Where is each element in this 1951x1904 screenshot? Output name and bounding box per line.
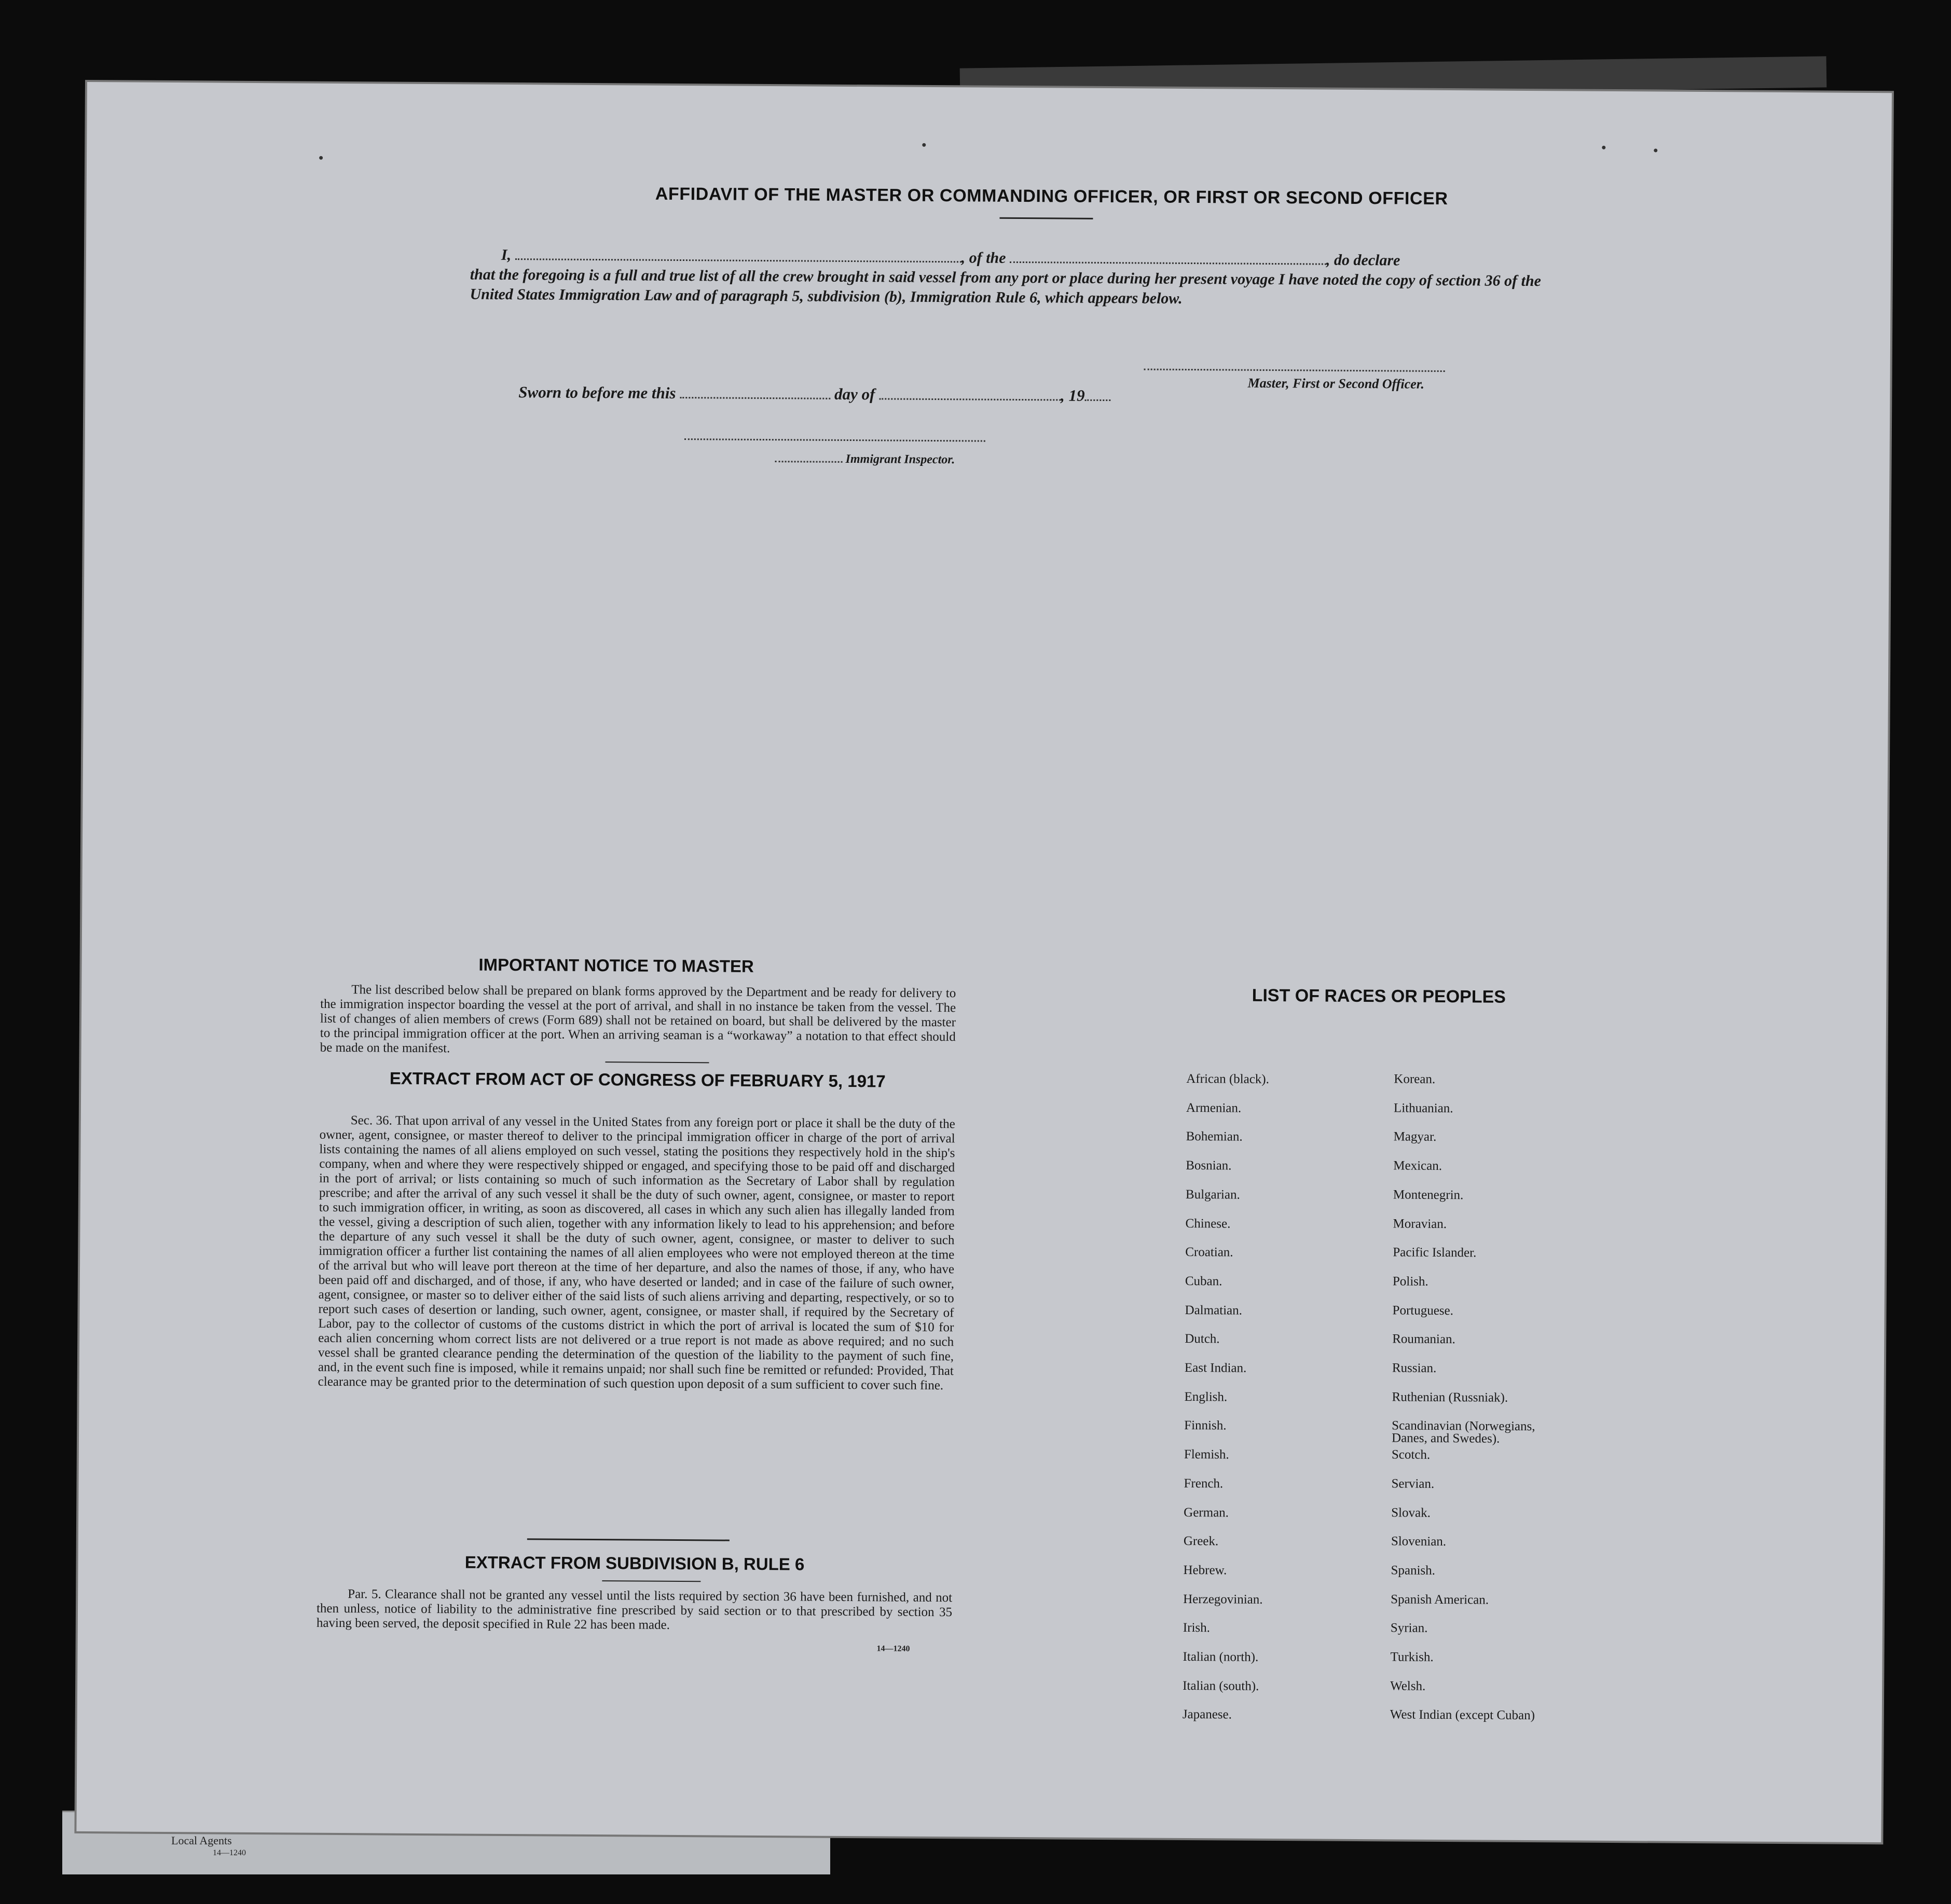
race-item: Finnish. (1184, 1418, 1227, 1433)
race-item: Bosnian. (1186, 1158, 1232, 1173)
race-item: Turkish. (1390, 1650, 1434, 1664)
notice-title: IMPORTANT NOTICE TO MASTER (478, 955, 754, 976)
form-page (76, 82, 1892, 1842)
race-item: Spanish. (1391, 1563, 1436, 1578)
inspector-dots (775, 453, 843, 463)
race-item: Armenian. (1186, 1100, 1242, 1115)
notice-body: The list described below shall be prepared on blank forms approved by the Department and be ready for delivery to the immigration inspector boarding the vessel at the port of arrival, and shall in no instance be taken from the vessel. The list of changes of alien members of crews (Form 689) shall not be retained on board, but shall be delivered by the master to the principal immigration officer at the port. When an arriving seaman is a “workaway” a notation to that effect should be made on the manifest. (320, 983, 956, 1056)
race-item: Scotch. (1391, 1447, 1431, 1462)
race-item: Bulgarian. (1185, 1187, 1240, 1202)
race-item: Servian. (1391, 1477, 1435, 1491)
affidavit-text (470, 245, 1570, 311)
month-blank (879, 387, 1061, 401)
race-item: Portuguese. (1392, 1303, 1454, 1318)
rule6-title: EXTRACT FROM SUBDIVISION B, RULE 6 (464, 1552, 805, 1574)
act-rule (527, 1538, 730, 1541)
race-item: Magyar. (1393, 1129, 1437, 1144)
sworn-line (518, 383, 1110, 405)
affidavit-body: that the foregoing is a full and true list of all the crew brought in said vessel from any port or place during her present voyage I have noted the copy of section 36 of the United States Immigration Law and of paragraph 5, subdivision (b), Immigration Rule 6, which appears below. (470, 266, 1541, 307)
affidavit-do-declare: , do declare (1326, 251, 1400, 269)
master-signature-line (1144, 368, 1445, 372)
race-item: Spanish American. (1391, 1592, 1489, 1607)
race-item: Roumanian. (1392, 1332, 1455, 1347)
race-item: Irish. (1183, 1620, 1210, 1635)
sworn-mid: day of (834, 384, 875, 404)
inspector-signature-line (684, 438, 985, 442)
rule6-rule (602, 1580, 700, 1582)
race-item: French. (1184, 1476, 1224, 1491)
speck (1602, 146, 1605, 149)
race-item: Slovak. (1391, 1506, 1431, 1520)
race-item: Welsh. (1390, 1679, 1426, 1693)
race-item: Dalmatian. (1185, 1303, 1243, 1318)
race-item: Japanese. (1182, 1707, 1232, 1722)
year-blank (1085, 388, 1111, 401)
race-item: East Indian. (1184, 1360, 1247, 1375)
act-title: EXTRACT FROM ACT OF CONGRESS OF FEBRUARY 5, 1917 (389, 1068, 886, 1091)
affidavit-i: I, (501, 246, 512, 264)
race-item: Polish. (1392, 1274, 1428, 1289)
strip-form-number: 14—1240 (213, 1848, 246, 1857)
race-item: German. (1184, 1505, 1229, 1520)
day-blank (680, 385, 830, 399)
speck (319, 156, 323, 160)
affidavit-title: AFFIDAVIT OF THE MASTER OR COMMANDING OFFICER, OR FIRST OR SECOND OFFICER (655, 184, 1448, 209)
race-item: Russian. (1392, 1361, 1437, 1375)
race-item: Chinese. (1185, 1216, 1231, 1231)
title-rule (999, 217, 1093, 219)
vessel-blank (1010, 250, 1326, 265)
name-blank (515, 247, 961, 263)
master-label: Master, First or Second Officer. (1247, 375, 1425, 392)
inspector-line (775, 452, 955, 467)
speck (1654, 148, 1657, 152)
race-item: Dutch. (1185, 1331, 1220, 1346)
race-item: Mexican. (1393, 1158, 1442, 1173)
race-item: Slovenian. (1391, 1534, 1447, 1549)
race-item: African (black). (1186, 1071, 1270, 1086)
race-item: Syrian. (1390, 1621, 1428, 1635)
inspector-label: Immigrant Inspector. (845, 452, 955, 467)
race-item: Bohemian. (1186, 1129, 1243, 1144)
race-item: Croatian. (1185, 1245, 1233, 1260)
race-item: English. (1184, 1389, 1228, 1404)
race-item: Montenegrin. (1393, 1188, 1464, 1203)
affidavit-of-the: , of the (961, 249, 1006, 267)
race-item: Herzegovinian. (1183, 1592, 1263, 1607)
race-item: Italian (south). (1183, 1678, 1259, 1693)
race-item: West Indian (except Cuban) (1390, 1707, 1535, 1723)
race-item: Cuban. (1185, 1274, 1222, 1289)
sworn-end: , 19 (1060, 386, 1085, 405)
notice-rule (605, 1061, 709, 1063)
race-item: Moravian. (1393, 1217, 1447, 1232)
race-item: Greek. (1183, 1534, 1219, 1549)
races-title: LIST OF RACES OR PEOPLES (1252, 985, 1506, 1007)
local-agents-label: Local Agents (171, 1834, 232, 1847)
race-item: Lithuanian. (1393, 1101, 1453, 1116)
speck (922, 143, 926, 147)
act-body: Sec. 36. That upon arrival of any vessel in the United States from any foreign port or place it shall be the duty of the owner, agent, consignee, or master thereof to deliver to the principal immigration officer in charge of the port of arrival lists containing the names of all aliens employed on such vessel, stating the positions they respectively hold in the ship's company, when and where they were respectively shipped or engaged, and specifying those to be paid off and discharged in the port of arrival; or lists containing so much of such information as the Secretary of Labor shall by regulation prescribe; and after the arrival of any such vessel it shall be the duty of such owner, agent, consignee, or master to report to such immigration officer, in writing, as soon as discovered, all cases in which any such alien has illegally landed from the vessel, giving a description of such alien, together with any information likely to lead to his apprehension; and before the departure of any such vessel it shall be the duty of such owner, agent, consignee, or master to deliver to such immigration officer a further list containing the names of all alien employees who were not employed thereon at the time of the arrival but who will leave port thereon at the time of her departure, and also the names of those, if any, who have been paid off and discharged, and of those, if any, who have deserted or landed; and in case of the failure of such owner, agent, consignee, or master so to deliver either of the said lists of such aliens arriving and departing, respectively, or so to report such cases of desertion or landing, such owner, agent, consignee, or master shall, if required by the Secretary of Labor, pay to the collector of customs of the customs district in which the port of arrival is located the sum of $10 for each alien concerning whom correct lists are not delivered or a true report is not made as above required; and no such vessel shall be granted clearance pending the determination of the question of the liability to the payment of such fine, and, in the event such fine is imposed, while it remains unpaid; nor shall such fine be remitted or refunded: Provided, That clearance may be granted prior to the determination of such question upon deposit of a sum sufficient to cover such fine. (318, 1113, 955, 1393)
race-item: Hebrew. (1183, 1563, 1227, 1578)
race-item: Pacific Islander. (1393, 1245, 1477, 1260)
race-item: Flemish. (1184, 1447, 1229, 1462)
race-item: Ruthenian (Russniak). (1392, 1390, 1508, 1405)
race-item: Scandinavian (Norwegians, Danes, and Swedes). (1391, 1418, 1535, 1446)
race-item: Korean. (1394, 1072, 1436, 1086)
form-number: 14—1240 (876, 1644, 910, 1653)
race-item: Italian (north). (1183, 1649, 1259, 1664)
rule6-body: Par. 5. Clearance shall not be granted any vessel until the lists required by section 36 have been furnished, and not then unless, notice of liability to the administrative fine prescribed by said section or to that prescribed by section 35 having been served, the deposit specified in Rule 22 has been made. (316, 1587, 953, 1632)
sworn-start: Sworn to before me this (518, 383, 676, 402)
